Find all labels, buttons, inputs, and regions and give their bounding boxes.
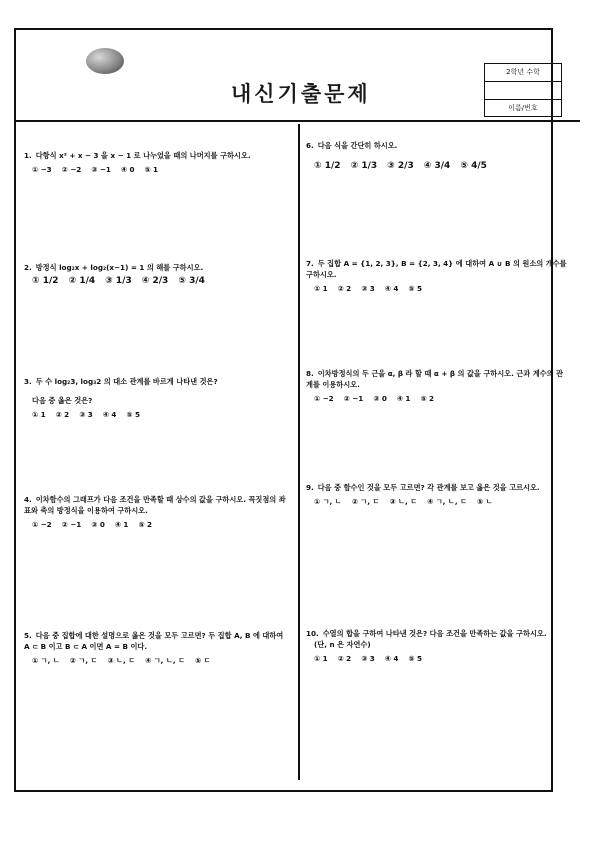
question-text: 두 집합 A = {1, 2, 3}, B = {2, 3, 4} 에 대하여 A ∪ B 의 원소의 개수를 구하시오. bbox=[306, 259, 567, 279]
question-text: 방정식 log₂x + log₂(x−1) = 1 의 해를 구하시오. bbox=[35, 263, 204, 272]
question-5 bbox=[24, 630, 286, 666]
choice[interactable]: ① 1 bbox=[314, 284, 328, 293]
column-divider bbox=[298, 124, 300, 780]
question-10 bbox=[306, 628, 568, 664]
choice[interactable]: ② −2 bbox=[61, 165, 82, 174]
choice-list bbox=[306, 283, 568, 294]
question-6 bbox=[306, 140, 568, 172]
question-4 bbox=[24, 494, 286, 530]
choice-list bbox=[306, 653, 568, 664]
choice[interactable]: ① 1/2 bbox=[314, 161, 341, 171]
choice-list bbox=[24, 655, 286, 666]
choice[interactable]: ① 1 bbox=[314, 654, 328, 663]
choice[interactable]: ③ 3 bbox=[361, 654, 375, 663]
header-divider bbox=[15, 120, 580, 122]
choice[interactable]: ⑤ 2 bbox=[420, 394, 435, 403]
choice[interactable]: ③ 0 bbox=[373, 394, 387, 403]
question-9 bbox=[306, 482, 568, 507]
choice[interactable]: ④ 4 bbox=[102, 410, 117, 419]
choice[interactable]: ① ㄱ, ㄴ bbox=[32, 656, 60, 665]
page-title: 내신기출문제 bbox=[231, 82, 371, 106]
choice[interactable]: ③ 3 bbox=[79, 410, 93, 419]
choice[interactable]: ⑤ ㄴ bbox=[477, 497, 493, 506]
info-grade: 2학년 수학 bbox=[485, 64, 561, 82]
question-subtext: 다음 중 옳은 것은? bbox=[32, 396, 93, 405]
choice-list bbox=[24, 409, 286, 420]
choice[interactable]: ④ 3/4 bbox=[423, 161, 451, 171]
choice-list bbox=[24, 164, 286, 175]
choice-list bbox=[24, 276, 286, 287]
choice[interactable]: ③ 3 bbox=[361, 284, 375, 293]
question-2 bbox=[24, 262, 286, 287]
logo bbox=[86, 48, 124, 74]
info-name: 이름/번호 bbox=[508, 104, 538, 112]
question-subtext: (단, n 은 자연수) bbox=[314, 640, 371, 649]
question-number: 4. bbox=[24, 495, 32, 504]
info-box bbox=[484, 63, 562, 117]
choice[interactable]: ③ ㄴ, ㄷ bbox=[389, 497, 418, 506]
question-number: 5. bbox=[24, 631, 32, 640]
choice[interactable]: ⑤ ㄷ bbox=[195, 656, 211, 665]
question-number: 6. bbox=[306, 141, 314, 150]
choice[interactable]: ④ 2/3 bbox=[141, 276, 169, 286]
choice[interactable]: ⑤ 5 bbox=[408, 654, 422, 663]
question-text: 다음 중 함수인 것을 모두 고르면? 각 관계를 보고 옳은 것을 고르시오. bbox=[317, 483, 540, 492]
choice[interactable]: ① −3 bbox=[32, 165, 52, 174]
question-number: 3. bbox=[24, 377, 32, 386]
choice[interactable]: ⑤ 4/5 bbox=[460, 161, 487, 171]
choice[interactable]: ① −2 bbox=[32, 520, 52, 529]
question-text: 다음 중 집합에 대한 설명으로 옳은 것을 모두 고르면? 두 집합 A, B 에 대하여 A ⊂ B 이고 B ⊂ A 이면 A = B 이다. bbox=[24, 631, 284, 651]
question-8 bbox=[306, 368, 568, 404]
choice[interactable]: ② 1/3 bbox=[350, 161, 378, 171]
question-number: 7. bbox=[306, 259, 314, 268]
question-text: 두 수 log₂3, log₃2 의 대소 관계를 바르게 나타낸 것은? bbox=[35, 377, 218, 386]
choice[interactable]: ② −1 bbox=[343, 394, 364, 403]
choice[interactable]: ③ 2/3 bbox=[387, 161, 414, 171]
choice[interactable]: ① 1 bbox=[32, 410, 46, 419]
choice[interactable]: ⑤ 3/4 bbox=[178, 276, 205, 286]
choice[interactable]: ④ ㄱ, ㄴ, ㄷ bbox=[145, 656, 186, 665]
choice[interactable]: ⑤ 5 bbox=[126, 410, 140, 419]
question-number: 10. bbox=[306, 629, 319, 638]
question-number: 1. bbox=[24, 151, 32, 160]
choice[interactable]: ① ㄱ, ㄴ bbox=[314, 497, 342, 506]
question-7 bbox=[306, 258, 568, 294]
info-blank bbox=[485, 82, 561, 100]
choice[interactable]: ⑤ 2 bbox=[138, 520, 153, 529]
choice[interactable]: ④ 1 bbox=[114, 520, 129, 529]
question-text: 이차함수의 그래프가 다음 조건을 만족할 때 상수의 값을 구하시오. 꼭짓점의 좌표와 축의 방정식을 이용하여 구하시오. bbox=[24, 495, 286, 515]
choice[interactable]: ② ㄱ, ㄷ bbox=[351, 497, 380, 506]
question-text: 다항식 x² + x − 3 을 x − 1 로 나누었을 때의 나머지를 구하시오. bbox=[35, 151, 251, 160]
choice[interactable]: ⑤ 5 bbox=[408, 284, 422, 293]
choice[interactable]: ③ ㄴ, ㄷ bbox=[107, 656, 136, 665]
question-number: 2. bbox=[24, 263, 32, 272]
question-number: 9. bbox=[306, 483, 314, 492]
choice[interactable]: ⑤ 1 bbox=[144, 165, 159, 174]
choice[interactable]: ④ 4 bbox=[384, 284, 399, 293]
question-number: 8. bbox=[306, 369, 314, 378]
choice[interactable]: ② 2 bbox=[337, 654, 352, 663]
choice[interactable]: ① 1/2 bbox=[32, 276, 59, 286]
question-text: 이차방정식의 두 근을 α, β 라 할 때 α + β 의 값을 구하시오. 근과 계수의 관계를 이용하시오. bbox=[306, 369, 564, 389]
choice[interactable]: ② 2 bbox=[337, 284, 352, 293]
choice[interactable]: ④ ㄱ, ㄴ, ㄷ bbox=[427, 497, 468, 506]
question-3 bbox=[24, 376, 286, 420]
question-1 bbox=[24, 150, 286, 175]
choice-list bbox=[306, 161, 568, 172]
choice[interactable]: ③ 0 bbox=[91, 520, 105, 529]
choice[interactable]: ④ 1 bbox=[396, 394, 411, 403]
choice-list bbox=[24, 519, 286, 530]
choice[interactable]: ② −1 bbox=[61, 520, 82, 529]
choice-list bbox=[306, 393, 568, 404]
choice[interactable]: ① −2 bbox=[314, 394, 334, 403]
choice[interactable]: ② 1/4 bbox=[68, 276, 96, 286]
choice[interactable]: ③ −1 bbox=[91, 165, 111, 174]
choice-list bbox=[306, 496, 568, 507]
choice[interactable]: ④ 0 bbox=[120, 165, 135, 174]
choice[interactable]: ④ 4 bbox=[384, 654, 399, 663]
question-text: 수열의 합을 구하여 나타낸 것은? 다음 조건을 만족하는 값을 구하시오. bbox=[322, 629, 547, 638]
choice[interactable]: ② ㄱ, ㄷ bbox=[69, 656, 98, 665]
choice[interactable]: ③ 1/3 bbox=[105, 276, 132, 286]
question-text: 다음 식을 간단히 하시오. bbox=[317, 141, 398, 150]
choice[interactable]: ② 2 bbox=[55, 410, 70, 419]
